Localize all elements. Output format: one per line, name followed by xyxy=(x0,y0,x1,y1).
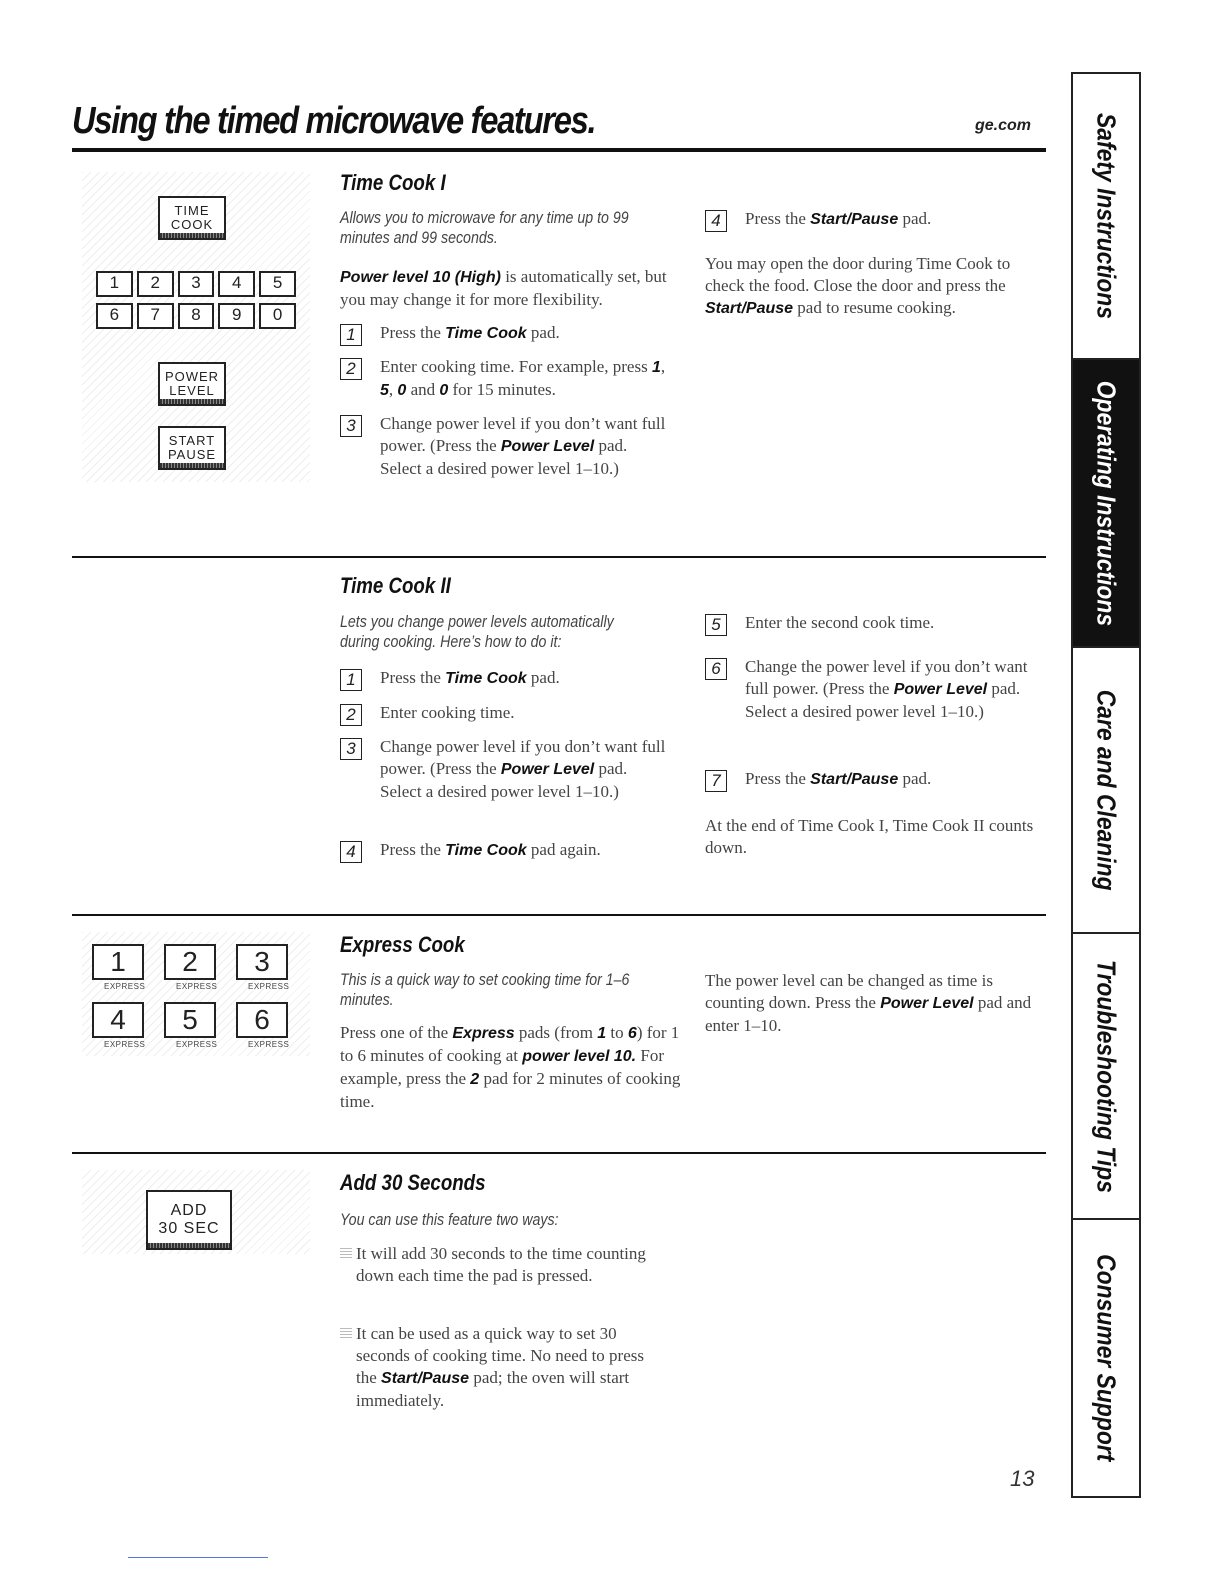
add-30-intro: You can use this feature two ways: xyxy=(340,1211,559,1229)
tab-consumer-support[interactable]: Consumer Support xyxy=(1091,1254,1122,1462)
bullet-icon xyxy=(340,1248,352,1258)
section-divider-1 xyxy=(72,556,1046,558)
express-label: EXPRESS xyxy=(176,982,218,991)
key-6: 6 xyxy=(96,303,133,329)
express-label: EXPRESS xyxy=(248,1040,290,1049)
number-row-2 xyxy=(96,303,296,333)
tab-safety-instructions[interactable]: Safety Instructions xyxy=(1073,74,1139,360)
page-number: 13 xyxy=(1010,1466,1035,1491)
power-level-key: POWER LEVEL xyxy=(158,362,226,406)
section-title-add-30-seconds: Add 30 Seconds xyxy=(340,1170,486,1195)
express-key-1: 1 xyxy=(92,944,144,980)
section-title-time-cook-2: Time Cook II xyxy=(340,573,451,598)
express-label: EXPRESS xyxy=(248,982,290,991)
time-cook-1-intro: Allows you to microwave for any time up to 99 minutes and 99 seconds. xyxy=(340,209,629,247)
express-key-3: 3 xyxy=(236,944,288,980)
time-cook-1-power-note: Power level 10 (High) is automatically set, but you may change it for more flexibility. xyxy=(340,267,667,309)
express-key-2: 2 xyxy=(164,944,216,980)
tab-troubleshooting-tips[interactable]: Troubleshooting Tips xyxy=(1073,934,1139,1220)
express-key-4: 4 xyxy=(92,1002,144,1038)
number-row-1 xyxy=(96,271,296,301)
add-30-sec-key: ADD 30 SEC xyxy=(146,1190,232,1250)
key-1: 1 xyxy=(96,271,133,297)
key-0: 0 xyxy=(259,303,296,329)
keypad-illustration-add30 xyxy=(82,1170,310,1254)
express-cook-intro: This is a quick way to set cooking time for 1–6 minutes. xyxy=(340,971,630,1009)
key-8: 8 xyxy=(178,303,215,329)
section-title-express-cook: Express Cook xyxy=(340,932,465,957)
express-label: EXPRESS xyxy=(104,982,146,991)
site-link[interactable]: ge.com xyxy=(975,117,1032,134)
express-label: EXPRESS xyxy=(176,1040,218,1049)
key-7: 7 xyxy=(137,303,174,329)
tab-care-and-cleaning[interactable]: Care and Cleaning xyxy=(1073,648,1139,934)
header-rule xyxy=(72,148,1046,152)
key-2: 2 xyxy=(137,271,174,297)
express-key-6: 6 xyxy=(236,1002,288,1038)
bullet-icon xyxy=(340,1328,352,1338)
footer-line xyxy=(128,1557,268,1558)
time-cook-1-door-note: You may open the door during Time Cook to check the food. Close the door and press the Start/Pause pad to resume cooking. xyxy=(705,254,1011,317)
page-title: Using the timed microwave features. xyxy=(72,100,596,142)
time-cook-key: TIME COOK xyxy=(158,196,226,240)
express-label: EXPRESS xyxy=(104,1040,146,1049)
tab-operating-instructions[interactable]: Operating Instructions xyxy=(1073,360,1139,648)
section-divider-3 xyxy=(72,1152,1046,1154)
time-cook-2-note: At the end of Time Cook I, Time Cook II counts down. xyxy=(705,816,1034,857)
keypad-illustration-express xyxy=(82,932,310,1056)
key-4: 4 xyxy=(218,271,255,297)
section-divider-2 xyxy=(72,914,1046,916)
section-title-time-cook-1: Time Cook I xyxy=(340,170,446,195)
key-3: 3 xyxy=(178,271,215,297)
express-cook-power-note: The power level can be changed as time is counting down. Press the Power Level pad and enter 1–10. xyxy=(705,971,1032,1035)
express-cook-instructions: Press one of the Express pads (from 1 to 6) for 1 to 6 minutes of cooking at power level 10. For example, press the 2 pad for 2 minutes of cooking time. xyxy=(340,1023,681,1111)
express-key-5: 5 xyxy=(164,1002,216,1038)
keypad-illustration-timecook xyxy=(82,172,310,482)
start-pause-key: START PAUSE xyxy=(158,426,226,470)
key-5: 5 xyxy=(259,271,296,297)
key-9: 9 xyxy=(218,303,255,329)
section-tabs xyxy=(1071,72,1141,1498)
time-cook-2-intro: Lets you change power levels automatically during cooking. Here’s how to do it: xyxy=(340,613,614,651)
